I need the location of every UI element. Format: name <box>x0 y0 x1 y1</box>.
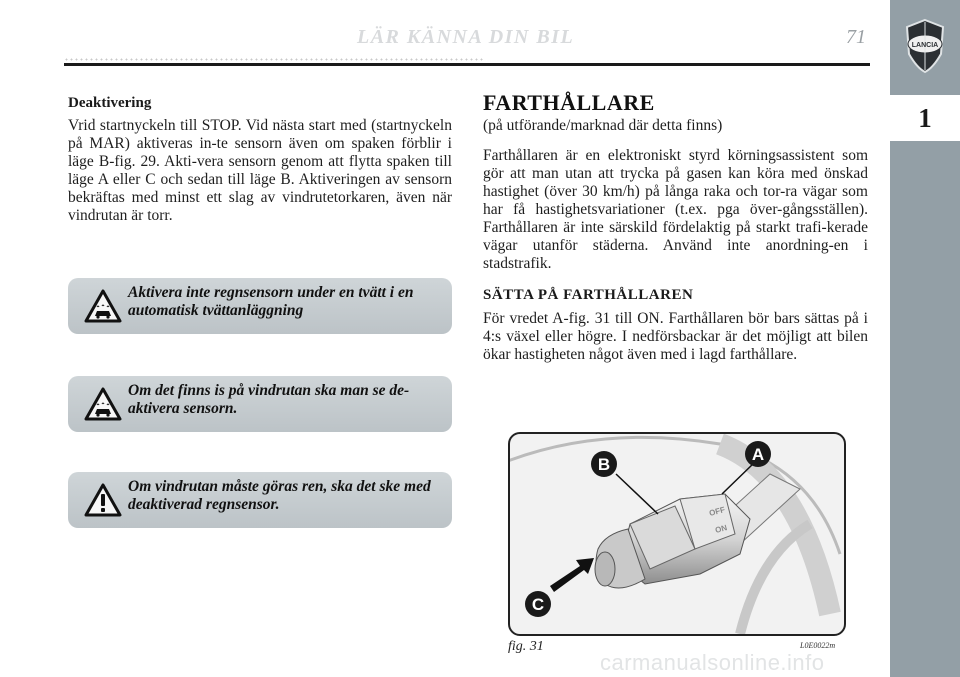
warning-box <box>68 278 452 334</box>
warning-text: Om vindrutan måste göras ren, ska det ske med deaktiverad regnsensor. <box>128 478 431 513</box>
satta-pa-paragraph: För vredet A-fig. 31 till ON. Farthållaren bör bars sättas på i 4:s växel eller högre. I nedförsbackar är det möjligt att bilen ökar hastigheten något även med i lagd farthållare. <box>483 310 868 363</box>
warning-box <box>68 472 452 528</box>
figure-caption: fig. 31 <box>508 639 544 654</box>
car-wash-warning-icon <box>84 387 122 421</box>
section-subtitle: (på utförande/marknad där detta finns) <box>483 117 723 134</box>
label-a: A <box>751 445 765 464</box>
lancia-logo-icon <box>903 18 947 74</box>
page-number: 71 <box>846 26 866 48</box>
left-column <box>68 95 452 225</box>
car-wash-warning-icon <box>84 289 122 323</box>
exclamation-warning-icon <box>84 483 122 517</box>
off-marking: OFF <box>708 505 726 518</box>
warning-box <box>68 376 452 432</box>
deaktivering-paragraph: Vrid startnyckeln till STOP. Vid nästa start med (startnyckeln på MAR) aktiveras in-te sensorn även om spaken förblir i läge B-fig. 29. Akti-vera sensorn genom att flytta spaken till läge A eller C och sedan till läge B. Aktiveringen av sensorn bekräftas med minst ett slag av vindrutetorkaren, även när vindrutan är torr. <box>68 117 452 224</box>
section-heading-deaktivering: Deaktivering <box>68 95 152 111</box>
cruise-control-stalk-illustration <box>510 434 844 634</box>
on-marking: ON <box>714 523 729 535</box>
figure-code: L0E0022m <box>800 641 836 650</box>
warning-text: Aktivera inte regnsensorn under en tvätt i en automatisk tvättanläggning <box>128 284 414 319</box>
chapter-number: 1 <box>918 102 932 133</box>
section-heading-satta-pa: SÄTTA PÅ FARTHÅLLAREN <box>483 287 694 303</box>
label-c: C <box>531 595 545 614</box>
header-rule <box>64 63 870 66</box>
svg-text:LANCIA: LANCIA <box>911 42 939 49</box>
watermark: carmanualsonline.info <box>600 650 825 675</box>
right-column <box>483 90 868 364</box>
figure-31 <box>508 432 846 636</box>
page-header-title: LÄR KÄNNA DIN BIL <box>357 26 575 48</box>
chapter-sidebar <box>890 0 960 677</box>
farthallare-paragraph: Farthållaren är en elektroniskt styrd körningsassistent som gör att man utan att trycka på gasen kan köra med önskad hastighet (över 30 km/h) på långa raka och tor-ra vägar som har få hastighetsvariationer (t.ex. pga över-gångsställen). Farthållaren är inte särskild fördelaktig på starkt trafi-kerade vägar utanför städerna. Använd inte anordning-en i stadstrafik. <box>483 147 868 272</box>
header-dotted-line <box>64 58 484 61</box>
warning-text: Om det finns is på vindrutan ska man se de-aktivera sensorn. <box>128 382 410 417</box>
label-b: B <box>597 455 611 474</box>
section-title-farthallare: FARTHÅLLARE <box>483 90 655 115</box>
chapter-tab[interactable] <box>890 95 960 141</box>
